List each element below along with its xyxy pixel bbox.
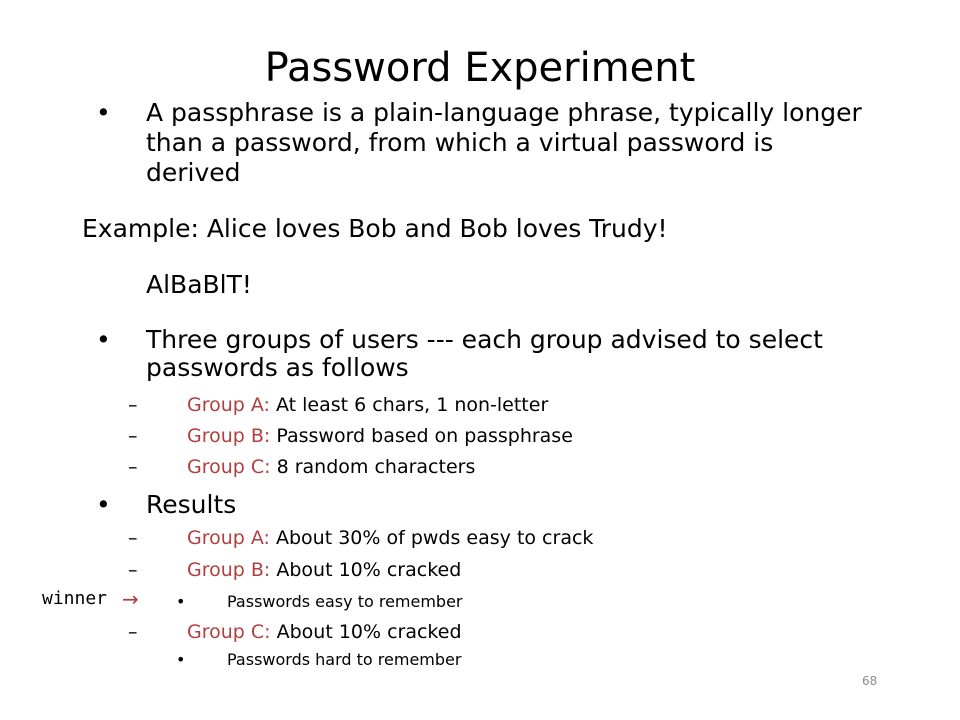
bullet-2-line-1: Three groups of users --- each group advised to select	[146, 325, 823, 354]
bullet-2-line-2: passwords as follows	[146, 353, 409, 382]
result-item-c	[187, 620, 462, 644]
page-number: 68	[862, 674, 878, 688]
advice-dash-a: –	[128, 394, 138, 416]
bullet-2-marker: •	[96, 325, 111, 354]
results-heading: Results	[146, 490, 237, 519]
advice-dash-b: –	[128, 425, 138, 447]
group-label: Group C:	[187, 621, 271, 643]
result-item-a	[187, 526, 593, 550]
result-dash-a: –	[128, 527, 138, 549]
note-marker-b: •	[176, 592, 186, 611]
result-note-c: Passwords hard to remember	[227, 650, 462, 669]
winner-label: winner	[42, 588, 108, 609]
advice-text: At least 6 chars, 1 non-letter	[269, 394, 549, 416]
group-label: Group C:	[187, 456, 271, 478]
advice-item-b	[187, 424, 573, 448]
group-label: Group B:	[187, 425, 271, 447]
slide-title: Password Experiment	[264, 45, 696, 91]
result-text: About 10% cracked	[270, 559, 462, 581]
advice-dash-c: –	[128, 456, 138, 478]
group-label: Group A:	[187, 527, 270, 549]
group-label: Group A:	[187, 394, 270, 416]
result-dash-c: –	[128, 621, 138, 643]
note-marker-c: •	[176, 650, 186, 669]
advice-text: 8 random characters	[270, 456, 476, 478]
result-item-b	[187, 558, 461, 582]
advice-text: Password based on passphrase	[270, 425, 573, 447]
group-label: Group B:	[187, 559, 271, 581]
advice-item-a	[187, 393, 548, 417]
arrow-right-icon: →	[122, 587, 139, 611]
result-text: About 30% of pwds easy to crack	[269, 527, 594, 549]
advice-item-c	[187, 455, 475, 479]
bullet-1-line-1: A passphrase is a plain-language phrase, typically longer	[146, 98, 862, 127]
bullet-1-line-2: than a password, from which a virtual password is	[146, 128, 774, 157]
bullet-1-marker: •	[96, 98, 111, 127]
result-text: About 10% cracked	[270, 621, 462, 643]
result-dash-b: –	[128, 559, 138, 581]
example-text: Example: Alice loves Bob and Bob loves Trudy!	[82, 214, 668, 243]
result-note-b: Passwords easy to remember	[227, 592, 463, 611]
derived-password: AlBaBlT!	[146, 270, 252, 299]
bullet-3-marker: •	[96, 490, 111, 519]
bullet-1-line-3: derived	[146, 158, 241, 187]
